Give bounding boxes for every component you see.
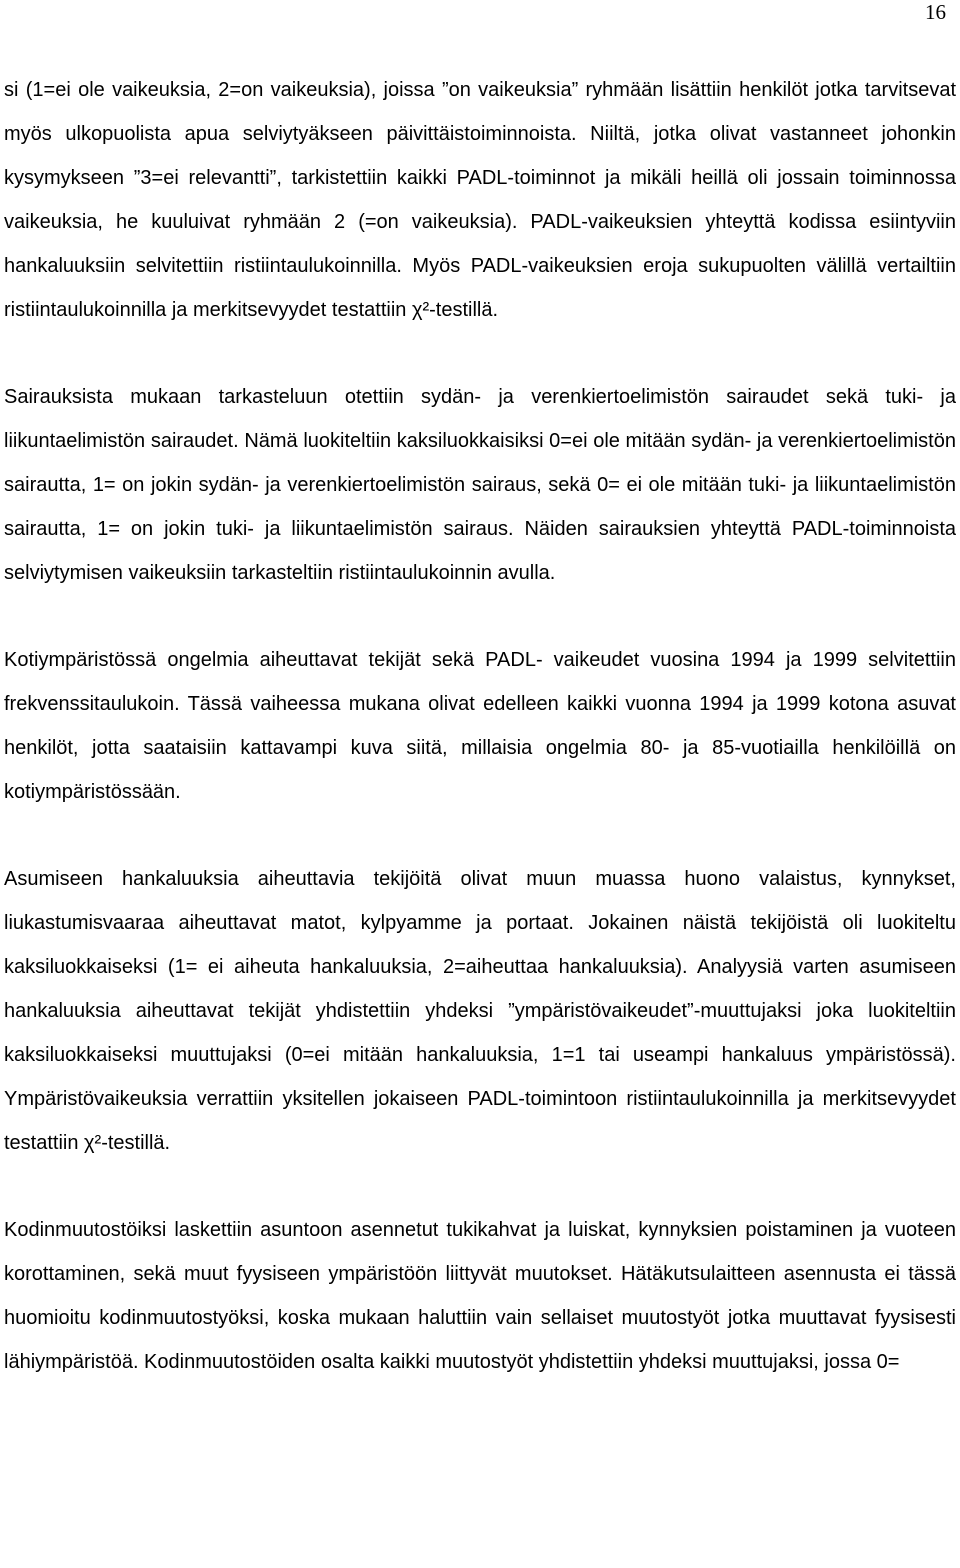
- paragraph-diseases: Sairauksista mukaan tarkasteluun otettiin sydän- ja verenkiertoelimistön sairaudet sekä tuki- ja liikuntaelimistön sairaudet. Nämä luokiteltiin kaksiluokkaisiksi 0=ei ole mitään sydän- ja verenkiertoelimistön sairautta, 1= on jokin sydän- ja verenkiertoelimistön sairaus, sekä 0= ei ole mitään tuki- ja liikuntaelimistön sairautta, 1= on jokin tuki- ja liikuntaelimistön sairaus. Näiden sairauksien yhteyttä PADL-toiminnoista selviytymisen vaikeuksiin tarkasteltiin ristiintaulukoinnin avulla.: [4, 386, 956, 584]
- paragraph-padl-difficulties: si (1=ei ole vaikeuksia, 2=on vaikeuksia), joissa ”on vaikeuksia” ryhmään lisättiin henkilöt jotka tarvitsevat myös ulkopuolista apua selviytyäkseen päivittäistoiminnoista. Niiltä, jotka olivat vastanneet johonkin kysymykseen ”3=ei relevantti”, tarkistettiin kaikki PADL-toiminnot ja mikäli heillä oli jossain toiminnossa vaikeuksia, he kuuluivat ryhmään 2 (=on vaikeuksia). PADL-vaikeuksien yhteyttä kodissa esiintyviin hankaluuksiin selvitettiin ristiintaulukoinnilla. Myös PADL-vaikeuksien eroja sukupuolten välillä vertailtiin ristiintaulukoinnilla ja merkitsevyydet testattiin χ²-testillä.: [4, 79, 956, 321]
- document-body: [4, 68, 956, 1384]
- paragraph-housing-difficulties: Asumiseen hankaluuksia aiheuttavia tekijöitä olivat muun muassa huono valaistus, kynnykset, liukastumisvaaraa aiheuttavat matot, kylpyamme ja portaat. Jokainen näistä tekijöistä oli luokiteltu kaksiluokkaiseksi (1= ei aiheuta hankaluuksia, 2=aiheuttaa hankaluuksia). Analyysiä varten asumiseen hankaluuksia aiheuttavat tekijät yhdistettiin yhdeksi ”ympäristövaikeudet”-muuttujaksi joka luokiteltiin kaksiluokkaiseksi muuttujaksi (0=ei mitään hankaluuksia, 1=1 tai useampi hankaluus ympäristössä). Ympäristövaikeuksia verrattiin yksitellen jokaiseen PADL-toimintoon ristiintaulukoinnilla ja merkitsevyydet testattiin χ²-testillä.: [4, 868, 956, 1154]
- paragraph-home-modifications: Kodinmuutostöiksi laskettiin asuntoon asennetut tukikahvat ja luiskat, kynnyksien poistaminen ja vuoteen korottaminen, sekä muut fyysiseen ympäristöön liittyvät muutokset. Hätäkutsulaitteen asennusta ei tässä huomioitu kodinmuutostyöksi, koska mukaan haluttiin vain sellaiset muutostyöt jotka muuttavat fyysisesti lähiympäristöä. Kodinmuutostöiden osalta kaikki muutostyöt yhdistettiin yhdeksi muuttujaksi, jossa 0=: [4, 1219, 956, 1373]
- page-number: 16: [925, 0, 946, 24]
- paragraph-home-environment: Kotiympäristössä ongelmia aiheuttavat tekijät sekä PADL- vaikeudet vuosina 1994 ja 1999 selvitettiin frekvenssitaulukoin. Tässä vaiheessa mukana olivat edelleen kaikki vuonna 1994 ja 1999 kotona asuvat henkilöt, jotta saataisiin kattavampi kuva siitä, millaisia ongelmia 80- ja 85-vuotiailla henkilöillä on kotiympäristössään.: [4, 649, 956, 803]
